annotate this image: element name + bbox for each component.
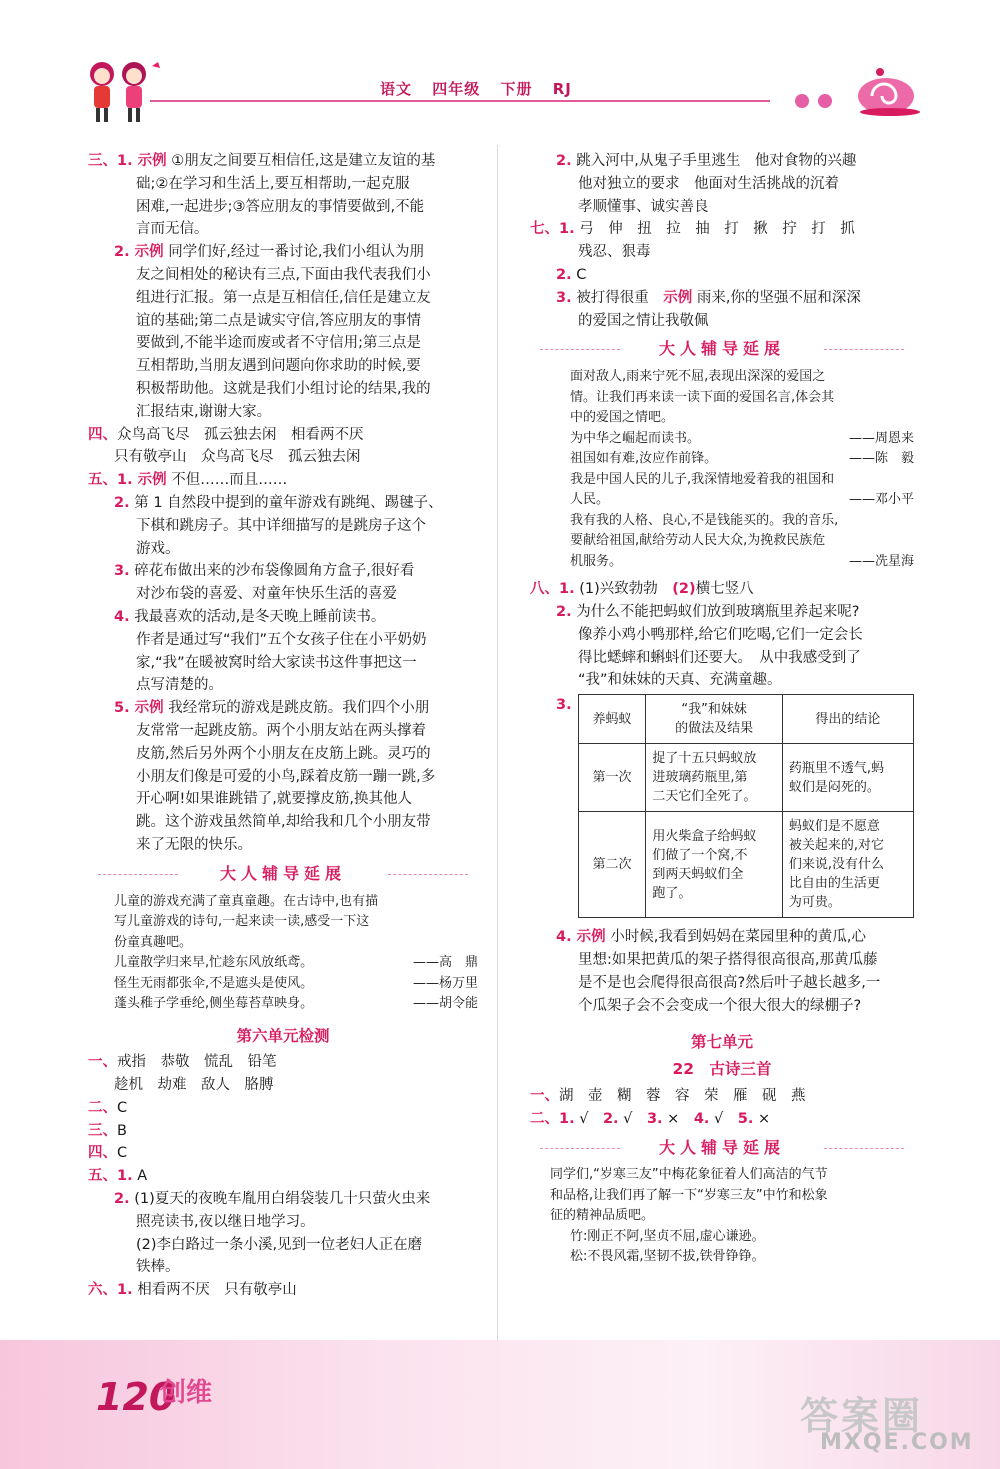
watermark: 答案圈 [800,1394,924,1438]
answer-text: 弓 伸 扭 拉 抽 打 揪 拧 打 抓 [574,221,855,238]
answer-text: 碎花布做出来的沙布袋像圆角方盒子,很好看 [129,563,415,580]
question-number: 2. [602,1110,619,1127]
answer-line [88,720,478,743]
answer-text: 照亮读书,夜以继日地学习。 [136,1213,315,1230]
table-row [578,812,913,918]
question-number: 七、1. [530,221,575,238]
answer-line [88,538,478,561]
answer-line [530,578,914,601]
header-grade: 四年级 [432,80,481,98]
box-text-line: 份童真趣吧。 [114,934,193,950]
answer-line [88,674,478,697]
question-number: 一、 [88,1054,117,1071]
quote-text: 蓬头稚子学垂纶,侧坐莓苔草映身。 [114,996,314,1011]
example-marker: 示例 [132,472,167,489]
quote-line [88,953,478,974]
answer-line [88,1120,478,1143]
answer-text: 汇报结束,谢谢大家。 [136,403,272,420]
header-subject: 语文 [380,80,413,98]
question-number: (2) [672,581,696,598]
table-label: 3. [556,697,572,714]
box-text-line: 松:不畏风霜,坚韧不拔,铁骨铮铮。 [570,1249,765,1265]
answer-text: 戒指 恭敬 慌乱 铅笔 [117,1054,277,1071]
answer-text: 我最喜欢的活动,是冬天晚上睡前读书。 [129,608,386,625]
answer-text: 积极帮助他。这就是我们小组讨论的结果,我的 [136,380,431,397]
table-cell: 第二次 [578,812,646,918]
answer-text: C [571,266,587,283]
lesson-title: 22 古诗三首 [672,1060,772,1079]
answer-text: 趁机 劫难 敌人 胳膊 [114,1077,274,1094]
answer-line [530,669,914,692]
answer-line [88,583,478,606]
quote-author: ——陈 毅 [848,451,914,467]
example-marker: 示例 [129,700,164,717]
answer-text: √ [618,1110,647,1127]
answer-line [88,1074,478,1097]
answers-unit6-list [88,1051,478,1302]
answers-right-list [530,150,914,332]
quote-text: 人民。 [570,492,610,508]
answer-text: 的爱国之情让我敬佩 [578,312,709,329]
quote-text: 为中华之崛起而读书。 [570,430,701,446]
answers-unit7-list [530,1085,914,1131]
answer-text: 小时候,我看到妈妈在菜园里种的黄瓜,心 [605,929,866,946]
answer-text: 言而无信。 [136,221,209,238]
answer-text: 横七竖八 [695,581,754,598]
quote-text: 儿童散学归来早,忙趁东风放纸鸢。 [114,955,314,970]
box-text-line: 写儿童游戏的诗句,一起来读一读,感受一下这 [114,914,370,929]
answer-line [530,241,914,264]
answer-line [530,310,914,333]
answer-line [88,743,478,766]
watermark-url: MXQE.COM [820,1430,974,1455]
header-info [380,78,586,99]
answer-line [88,1142,478,1165]
quote-author: ——杨万里 [412,975,478,991]
header-dot-icon [795,94,809,108]
answer-line [88,1051,478,1074]
quote-text: 我有我的人格、良心,不是钱能买的。我的音乐, [570,512,839,528]
answer-line [88,469,478,492]
answer-text: 雨来,你的坚强不屈和深深 [692,289,861,306]
answer-line [530,926,914,949]
answer-text: 要做到,不能半途而废或者不守信用;第三点是 [136,335,421,352]
answer-line [530,972,914,995]
answer-line [530,949,914,972]
answer-line [88,1279,478,1302]
answer-line [88,378,478,401]
answer-line [88,515,478,538]
answer-text: 为什么不能把蚂蚁们放到玻璃瓶里养起来呢? [571,603,860,620]
answer-line [88,629,478,652]
answer-text: (2)李白路过一条小溪,见到一位老妇人正在磨 [136,1236,423,1253]
answer-text: 谊的基础;第二点是诚实守信,答应朋友的事情 [136,312,421,329]
answer-text: 他对独立的要求 他面对生活挑战的沉着 [578,175,839,192]
answer-text: 下棋和跳房子。其中详细描写的是跳房子这个 [136,517,426,534]
question-number: 2. [556,603,572,620]
question-number: 三、 [88,1122,117,1139]
answer-text: 互相帮助,当朋友遇到问题向你求助的时候,要 [136,358,421,375]
answer-line [530,1085,914,1108]
question-number: 一、 [530,1087,559,1104]
question-number: 二、1. [530,1110,575,1127]
answer-line [530,601,914,624]
question-number: 5. [737,1110,754,1127]
quote-author: ——胡令能 [412,996,478,1011]
answer-text: 皮筋,然后另外两个小朋友在皮筋上跳。灵巧的 [136,745,431,762]
quote-text: 祖国如有难,汝应作前锋。 [570,451,718,467]
box-text-line: 和品格,让我们再了解一下“岁寒三友”中竹和松象 [550,1187,828,1203]
snail-illustration-icon [850,62,920,117]
question-number: 四、 [88,1145,117,1162]
table-header-row [578,695,913,744]
answer-text: 我经常玩的游戏是跳皮筋。我们四个小朋 [163,700,430,717]
answer-text: 只有敬亭山 众鸟高飞尽 孤云独去闲 [114,449,361,466]
quote-author: ——邓小平 [848,492,914,508]
answers-unit5-list [88,150,478,857]
answer-line [88,1234,478,1257]
answer-line [530,173,914,196]
header-edition: RJ [552,80,572,98]
answer-line [88,1097,478,1120]
answer-text: 组进行汇报。第一点是互相信任,信任是建立友 [136,289,431,306]
answer-text: 里想:如果把黄瓜的架子搭得很高很高,那黄瓜藤 [578,951,878,968]
right-tutor-box-title: 大人辅导延展 [530,338,914,361]
answer-text: B [117,1122,127,1139]
question-number: 三、1. [88,153,133,169]
answer-text: 作者是通过写“我们”五个女孩子住在小平奶奶 [136,631,427,648]
quote-line [88,994,478,1015]
answer-text: “我”和妹妹的天真、充满童趣。 [578,672,782,689]
table-row [578,744,913,812]
table-cell: 蚂蚁们是不愿意 被关起来的,对它 们来说,没有什么 比自由的生活更 为可贵。 [782,812,913,918]
answer-line [88,1165,478,1188]
brand-logo: 创维 [160,1378,213,1408]
answer-text: 础;②在学习和生活上,要互相帮助,一起克服 [136,175,410,192]
answer-line [88,446,478,469]
right-quotes-list [530,429,914,573]
answer-text: 是不是也会爬得很高很高?然后叶子越长越多,一 [578,974,881,991]
answer-line [88,173,478,196]
answer-line [88,310,478,333]
question-number: 2. [556,266,572,283]
quote-author: ——冼星海 [848,553,914,569]
answer-table-block [530,694,914,918]
example-marker: 示例 [129,244,164,261]
question-number: 六、1. [88,1282,133,1299]
answer-text: 小朋友们像是可爱的小鸟,踩着皮筋一蹦一跳,多 [136,768,436,785]
answer-text: 友常常一起跳皮筋。两个小朋友站在两头撑着 [136,722,426,739]
kids-illustration-icon [72,58,167,126]
left-poems-list [88,953,478,1015]
box-text-line: 儿童的游戏充满了童真童趣。在古诗中,也有描 [114,893,379,909]
answer-table [578,694,914,918]
quote-line [530,552,914,573]
box-text-line: 中的爱国之情吧。 [570,410,675,426]
answer-text: 对沙布袋的喜爱、对童年快乐生活的喜爱 [136,586,397,603]
header-term: 下册 [500,80,533,98]
question-number: 2. [114,244,130,261]
left-column [88,150,478,1302]
question-number: 五、1. [88,472,133,489]
answer-text: 来了无限的快乐。 [136,836,252,853]
answer-text: 跳入河中,从鬼子手里逃生 他对食物的兴趣 [571,153,857,169]
answer-line [88,834,478,857]
answer-text: 铁棒。 [136,1259,180,1276]
box-text-line: 情。让我们再来读一读下面的爱国名言,体会其 [570,389,835,405]
answers-q4-list [530,926,914,1017]
quote-author: ——周恩来 [848,430,914,446]
question-number: 2. [556,153,572,169]
quote-line [530,531,914,552]
box-text-line: 同学们,“岁寒三友”中梅花象征着人们高洁的气节 [550,1167,828,1183]
answer-line [530,1108,914,1131]
answer-text: 第 1 自然段中提到的童年游戏有跳绳、踢毽子、 [129,494,443,511]
table-header-cell: “我”和妹妹 的做法及结果 [646,695,782,744]
box-text-line: 征的精神品质吧。 [550,1208,655,1224]
box-text-line: 面对敌人,雨来宁死不屈,表现出深深的爱国之 [570,369,826,385]
quote-line [530,470,914,491]
quote-line [88,974,478,995]
answer-line [530,995,914,1018]
table-cell: 药瓶里不透气,蚂 蚁们是闷死的。 [782,744,913,812]
answer-line [88,287,478,310]
right-tutor-box-text [530,367,914,429]
left-tutor-box-title: 大人辅导延展 [88,863,478,886]
question-number: 五、1. [88,1168,133,1185]
answer-text: (1)夏天的夜晚车胤用白绢袋装几十只萤火虫来 [129,1191,431,1208]
answer-text: 残忍、狠毒 [578,244,651,261]
answer-text: C [117,1099,128,1116]
answer-text: 友之间相处的秘诀有三点,下面由我代表我们小 [136,266,431,283]
answer-text: 开心啊!如果谁跳错了,就要撑皮筋,换其他人 [136,791,413,808]
answer-text: 个瓜架子会不会变成一个很大很大的绿棚子? [578,997,862,1014]
right-tutor-box2-text [530,1165,914,1227]
answer-text: C [117,1145,128,1162]
answer-line [88,424,478,447]
answer-text: × [753,1110,771,1127]
header-dot-icon [818,94,832,108]
answer-text: 孝顺懂事、诚实善良 [578,198,709,215]
quote-text: 怪生无雨都张伞,不是遮头是使风。 [114,975,314,991]
table-header-cell: 得出的结论 [782,695,913,744]
question-number: 5. [114,700,130,717]
answer-line [530,218,914,241]
table-cell: 用火柴盒子给蚂蚁 们做了一个窝,不 到两天蚂蚁们全 跑了。 [646,812,782,918]
quote-line [530,449,914,470]
answer-line [88,697,478,720]
answer-line [88,652,478,675]
header-rule [150,100,770,102]
page-number: 120 [96,1375,176,1419]
right-tutor-box2-items [530,1227,914,1268]
right-tutor-box2-title: 大人辅导延展 [530,1137,914,1160]
answer-text: 相看两不厌 只有敬亭山 [132,1282,297,1299]
example-marker: 示例 [663,289,693,306]
question-number: 3. [114,563,130,580]
answer-text: √ [574,1110,603,1127]
question-number: 四、 [88,426,117,443]
question-number: 八、1. [530,581,575,598]
quote-text: 机服务。 [570,553,623,569]
answer-line [88,492,478,515]
answer-line [88,1211,478,1234]
quote-author: ——高 鼎 [412,955,478,970]
answers-section8-list [530,578,914,692]
answer-text: × [662,1110,694,1127]
answer-text: 像养小鸡小鸭那样,给它们吃喝,它们一定会长 [578,626,863,643]
answer-line [88,150,478,173]
answer-line [88,241,478,264]
answer-line [88,766,478,789]
answer-line [530,287,914,310]
answer-line [88,788,478,811]
answer-line [88,560,478,583]
answer-text: √ [709,1110,738,1127]
answer-line [530,647,914,670]
answer-line [88,606,478,629]
quote-line [530,429,914,450]
answer-line [530,264,914,287]
answer-line [530,196,914,219]
answer-text: A [132,1168,148,1185]
table-cell: 捉了十五只蚂蚁放 进玻璃药瓶里,第 二天它们全死了。 [646,744,782,812]
question-number: 2. [114,1191,130,1208]
unit7-title: 第七单元 [690,1033,753,1052]
answer-text: 湖 壶 糊 蓉 容 荣 雁 砚 燕 [559,1087,806,1104]
table-header-cell: 养蚂蚁 [578,695,646,744]
answer-line [88,811,478,834]
right-column [530,150,914,1268]
answer-line [530,150,914,173]
answer-line [88,264,478,287]
question-number: 3. [556,289,572,306]
quote-text: 我是中国人民的儿子,我深情地爱着我的祖国和 [570,471,835,487]
quote-text: 要献给祖国,献给劳动人民大众,为挽救民族危 [570,533,826,549]
answer-text: 跳。这个游戏虽然简单,却给我和几个小朋友带 [136,814,431,831]
answer-line [88,1256,478,1279]
answer-text: 被打得很重 [571,289,664,306]
question-number: 4. [556,929,572,946]
answer-line [530,624,914,647]
answer-line [88,196,478,219]
column-divider [497,145,498,1345]
answer-text: 点写清楚的。 [136,677,223,694]
question-number: 3. [646,1110,663,1127]
answer-line [88,1188,478,1211]
left-tutor-box-text [88,892,478,954]
question-number: 4. [693,1110,710,1127]
example-marker: 示例 [571,929,606,946]
answer-line [88,332,478,355]
answer-text: 不但……而且…… [166,472,288,489]
answer-text: 众鸟高飞尽 孤云独去闲 相看两不厌 [117,426,364,443]
answer-text: 同学们好,经过一番讨论,我们小组认为朋 [163,244,424,261]
answer-text: 游戏。 [136,540,180,557]
answer-text: (1)兴致勃勃 [574,581,673,598]
answer-text: 困难,一起进步;③答应朋友的事情要做到,不能 [136,198,425,215]
box-text-line: 竹:刚正不阿,坚贞不屈,虚心谦逊。 [570,1228,765,1244]
example-marker: 示例 [132,153,167,169]
quote-line [530,511,914,532]
answer-text: 得比蟋蟀和蝌蚪们还要大。 从中我感受到了 [578,649,861,666]
answer-line [88,355,478,378]
quote-line [530,490,914,511]
question-number: 二、 [88,1099,117,1116]
unit6-title: 第六单元检测 [236,1026,330,1045]
answer-text: ①朋友之间要互相信任,这是建立友谊的基 [166,153,436,169]
answer-text: 家,“我”在暖被窝时给大家读书这件事把这一 [136,654,417,671]
page-header [0,0,1000,150]
answer-line [88,401,478,424]
question-number: 4. [114,608,130,625]
answer-line [88,218,478,241]
table-cell: 第一次 [578,744,646,812]
question-number: 2. [114,494,130,511]
